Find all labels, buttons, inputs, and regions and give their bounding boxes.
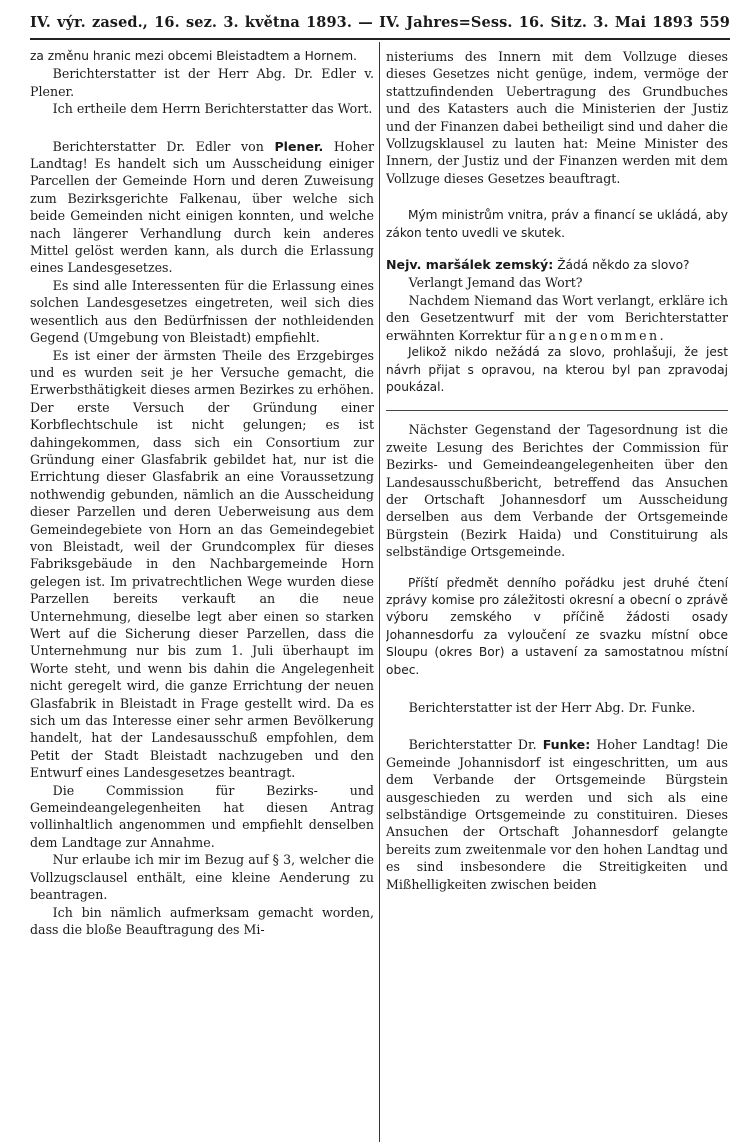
speaker-intro: Berichterstatter Dr. Edler von bbox=[52, 138, 264, 154]
speech-text: Hoher Landtag! Es handelt sich um Ausscheidung einiger Parcellen der Gemeinde Horn und deren Zuweisung zum Bezirksgerichte Falkenau, über welche sich beide Gemeinden nicht einigen konnten, und welche nach längerer Verhandlung durch kein anderes Mittel gelöst werden kann, als durch die Erlassung eines Landesgesetzes. bbox=[30, 138, 374, 276]
paragraph-rapporteur-funke: Berichterstatter ist der Herr Abg. Dr. Funke. bbox=[408, 700, 696, 715]
paragraph-next-item-cz: Příští předmět denního pořádku jest druhé čtení zprávy komise pro záležitosti okresní a obecní o zprávě výboru zemského v příčině žádosti osady Johannesdorfu za vyloučení ze svazku místní obce Sloupu (okres Bor) a ustavení za samostatnou místní obec. bbox=[386, 575, 728, 677]
adopted-text: Nachdem Niemand das Wort verlangt, erkläre ich den Gesetzentwurf mit der vom Berichterstatter erwähnten Korrektur für bbox=[386, 292, 728, 343]
running-header: IV. výr. zased., 16. sez. 3. května 1893. — IV. Jahres=Sess. 16. Sitz. 3. Mai 1893 559 bbox=[30, 14, 730, 31]
page-header bbox=[30, 10, 730, 40]
left-column bbox=[30, 48, 374, 1138]
paragraph-commission: Die Commission für Bezirks- und Gemeindeangelegenheiten hat diesen Antrag vollinhaltlich angenommen und empfiehlt denselben dem Landtage zur Annahme. bbox=[30, 782, 374, 850]
marshal-question: Žádá někdo za slovo? bbox=[557, 258, 690, 273]
paragraph-adopted-de bbox=[386, 292, 728, 344]
marshal-speaker: Nejv. maršálek zemský: bbox=[386, 257, 554, 273]
paragraph-amendment: Nur erlaube ich mir im Bezug auf § 3, welcher die Vollzugsclausel enthält, eine kleine Aenderung zu beantragen. bbox=[30, 852, 374, 903]
paragraph-ministry: Ich bin nämlich aufmerksam gemacht worden, dass die bloße Beauftragung des Mi- bbox=[30, 904, 374, 937]
right-column bbox=[386, 48, 728, 1138]
paragraph-interests: Es sind alle Interessenten für die Erlassung eines solchen Landesgesetzes eingetreten, weil sich dies wesentlich aus den Bedürfnissen der nothleidenden Gegend (Umgebung von Bleistadt) empfiehlt. bbox=[30, 277, 374, 346]
paragraph-funke-speech bbox=[386, 736, 728, 893]
column-divider bbox=[379, 42, 380, 1142]
paragraph-next-item-de: Nächster Gegenstand der Tagesordnung ist die zweite Lesung des Berichtes der Commission für Bezirks- und Gemeindeangelegenheiten über den Landesausschußbericht, betreffend das Ansuchen der Ortschaft Johannesdorf um Ausscheidung derselben aus dem Verbande der Ortsgemeinde Bürgstein (Bezirk Haida) und Constituirung als selbständige Ortsgemeinde. bbox=[386, 422, 728, 560]
paragraph-plener-speech bbox=[30, 138, 374, 277]
funke-text: Hoher Landtag! Die Gemeinde Johannisdorf ist eingeschritten, um aus dem Verbande der Ortsgemeinde Bürgstein ausgeschieden zu werden und sich als eine selbständige Ortsgemeinde zu constituiren. Dieses Ansuchen der Ortschaft Johannesdorf gelangte bereits zum zweitenmale vor den hohen Landtag und es sind insbesondere die Streitigkeiten und Mißhelligkeiten zwischen beiden bbox=[386, 737, 728, 892]
paragraph-floor: Ich ertheile dem Herrn Berichterstatter das Wort. bbox=[52, 101, 373, 117]
paragraph-ministry-cont: nisteriums des Innern mit dem Vollzuge dieses dieses Gesetzes nicht genüge, indem, vermöge der stattzufindenden Uebertragung des Grundbuches und des Katasters auch die Ministerien der Justiz und der Finanzen dabei betheiligt sind und daher die Vollzugsklausel zu lauten hat: Meine Minister des Innern, der Justiz und der Finanzen werden mit dem Vollzuge dieses Gesetzes beauftragt. bbox=[386, 49, 728, 186]
paragraph-continuation: za změnu hranic mezi obcemi Bleistadtem a Hornem. bbox=[30, 49, 357, 63]
paragraph-question-de: Verlangt Jemand das Wort? bbox=[408, 275, 583, 291]
funke-intro: Berichterstatter Dr. bbox=[408, 737, 537, 753]
paragraph-marshal bbox=[386, 256, 728, 274]
paragraph-glassworks: Es ist einer der ärmsten Theile des Erzgebirges und es wurden seit je her Versuche gemacht, die Erwerbsthätigkeit dieses armen Bezirkes zu erhöhen. Der erste Versuch der Gründung einer Korbflechtschule ist nicht gelungen; es ist dahingekommen, dass sich ein Consortium zur Gründung einer Glasfabrik gebildet hat, nur ist die Errichtung dieser Glasfabrik an eine Voraussetzung nothwendig gebunden, nämlich an die Ausscheidung dieser Parzellen und deren Ueberweisung aus dem Gemeindegebiete von Horn an das Gemeindegebiet von Bleistadt, weil der Grundcomplex für dieses Fabriksgebäude in den Nachbargemeinde Horn gelegen ist. Im privatrechtlichen Wege wurden diese Parzellen bereits verkauft an die neue Unternehmung, dieselbe legt aber einen so starken Wert auf die Sicherung dieser Parzellen, dass die Unternehmung nur bis zum 1. Juli überhaupt im Worte steht, und wenn bis dahin die Angelegenheit nicht geregelt wird, die ganze Errichtung der neuen Glasfabrik in Bleistadt in Frage gestellt wird. Da es sich um das Interesse einer sehr armen Bevölkerung handelt, hat der Landesausschuß empfohlen, dem Petit der Stadt Bleistadt nachzugeben und den Entwurf eines Landesgesetzes beantragt. bbox=[30, 347, 374, 781]
speaker-name: Plener. bbox=[274, 138, 324, 154]
section-rule bbox=[386, 410, 728, 411]
adopted-word: angenommen. bbox=[548, 327, 667, 343]
paragraph-adopted-cz: Jelikož nikdo nežádá za slovo, prohlašuji, že jest návrh přijat s opravou, na kterou byl pan zpravodaj poukázal. bbox=[386, 345, 728, 394]
funke-speaker: Funke: bbox=[542, 737, 591, 753]
paragraph-rapporteur: Berichterstatter ist der Herr Abg. Dr. Edler v. Plener. bbox=[30, 66, 374, 99]
paragraph-czech-ministers: Mým ministrům vnitra, práv a financí se ukládá, aby zákon tento uvedli ve skutek. bbox=[386, 208, 728, 240]
